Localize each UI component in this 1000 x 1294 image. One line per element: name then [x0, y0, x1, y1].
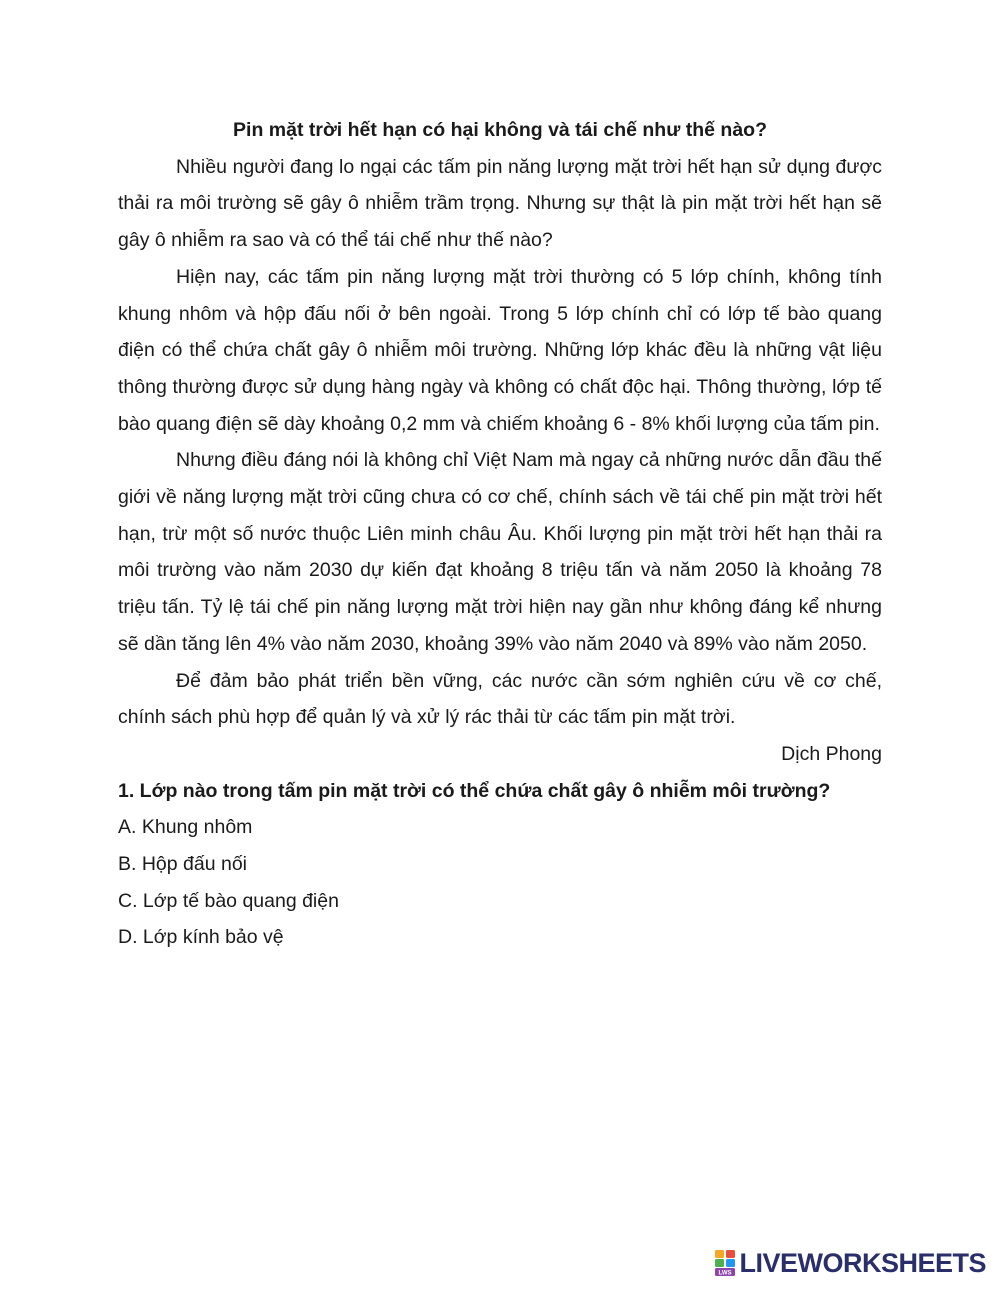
article-paragraph-4: Để đảm bảo phát triển bền vững, các nước cần sớm nghiên cứu về cơ chế, chính sách phù hợp để quản lý và xử lý rác thải từ các tấm pin mặt trời. [118, 669, 882, 729]
question-text: 1. Lớp nào trong tấm pin mặt trời có thể chứa chất gây ô nhiễm môi trường? [118, 779, 831, 802]
answer-options [118, 809, 882, 956]
answer-option-d[interactable]: D. Lớp kính bảo vệ [118, 926, 284, 949]
liveworksheets-logo-icon [715, 1250, 735, 1276]
article-paragraph-1: Nhiều người đang lo ngại các tấm pin năng lượng mặt trời hết hạn sử dụng được thải ra môi trường sẽ gây ô nhiễm trầm trọng. Nhưng sự thật là pin mặt trời hết hạn sẽ gây ô nhiễm ra sao và có thể tái chế như thế nào? [118, 155, 882, 252]
article-author: Dịch Phong [781, 742, 882, 765]
liveworksheets-brand [715, 1248, 986, 1278]
worksheet-page [118, 112, 882, 956]
article-paragraph-3: Nhưng điều đáng nói là không chỉ Việt Nam mà ngay cả những nước dẫn đầu thế giới về năng lượng mặt trời cũng chưa có cơ chế, chính sách về tái chế pin mặt trời hết hạn, trừ một số nước thuộc Liên minh châu Âu. Khối lượng pin mặt trời hết hạn thải ra môi trường vào năm 2030 dự kiến đạt khoảng 8 triệu tấn và năm 2050 là khoảng 78 triệu tấn. Tỷ lệ tái chế pin năng lượng mặt trời hiện nay gần như không đáng kể nhưng sẽ dần tăng lên 4% vào năm 2030, khoảng 39% vào năm 2040 và 89% vào năm 2050. [118, 449, 882, 655]
article-title: Pin mặt trời hết hạn có hại không và tái chế như thế nào? [233, 119, 767, 141]
answer-option-c[interactable]: C. Lớp tế bào quang điện [118, 889, 339, 912]
answer-option-b[interactable]: B. Hộp đấu nối [118, 853, 248, 876]
logo-text: LWS [718, 1270, 732, 1276]
answer-option-a[interactable]: A. Khung nhôm [118, 816, 253, 839]
article-paragraph-2: Hiện nay, các tấm pin năng lượng mặt trời thường có 5 lớp chính, không tính khung nhôm và hộp đấu nối ở bên ngoài. Trong 5 lớp chính chỉ có lớp tế bào quang điện có thể chứa chất gây ô nhiễm môi trường. Những lớp khác đều là những vật liệu thông thường được sử dụng hàng ngày và không có chất độc hại. Thông thường, lớp tế bào quang điện sẽ dày khoảng 0,2 mm và chiếm khoảng 6 - 8% khối lượng của tấm pin. [118, 265, 882, 435]
liveworksheets-wordmark: LIVEWORKSHEETS [739, 1248, 986, 1278]
